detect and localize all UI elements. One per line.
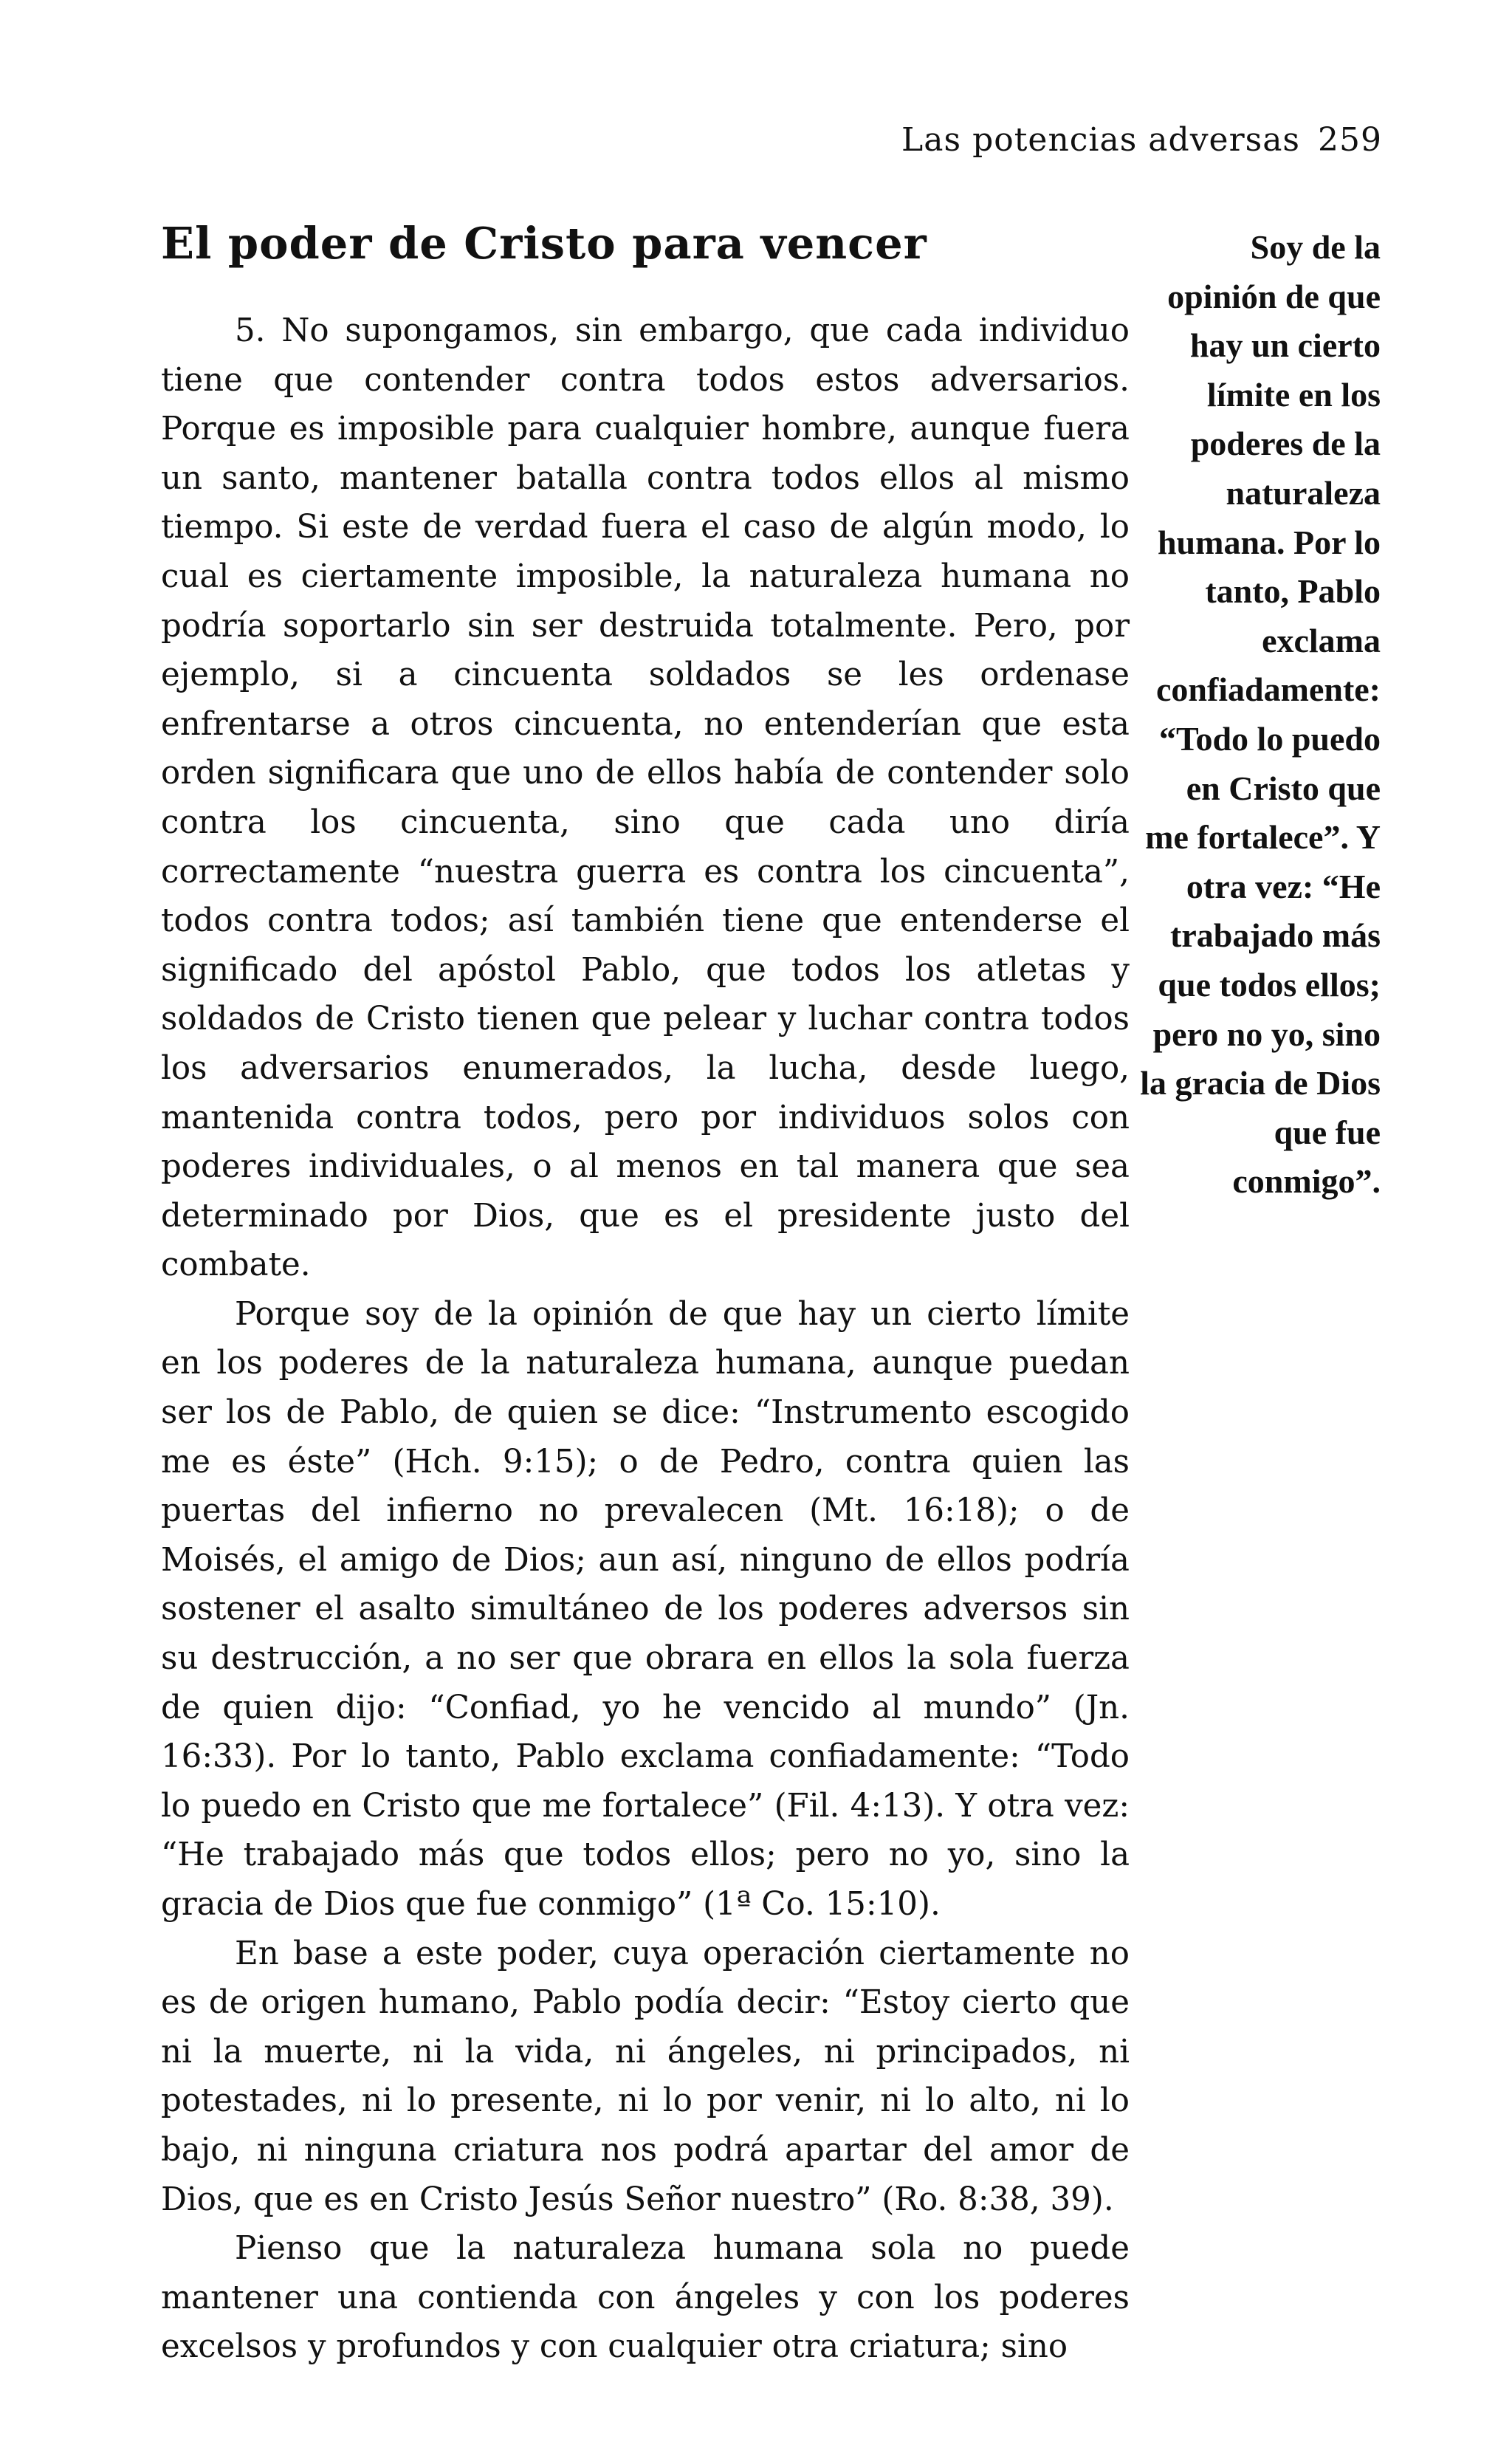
paragraph-2: Porque soy de la opinión de que hay un cierto límite en los poderes de la naturaleza humana, aunque puedan ser los de Pablo, de quien se dice: “Instrumento escogido me es éste” (Hch. 9:15); o de Pedro, contra quien las puertas del infierno no prevalecen (Mt. 16:18); o de Moisés, el amigo de Dios; aun así, ninguno de ellos podría sostener el asalto simultáneo de los poderes adversos sin su destrucción, a no ser que obrara en ellos la sola fuerza de quien dijo: “Confiad, yo he vencido al mundo” (Jn. 16:33). Por lo tanto, Pablo exclama confiadamente: “Todo lo puedo en Cristo que me fortalece” (Fil. 4:13). Y otra vez: “He trabajado más que todos ellos; pero no yo, sino la gracia de Dios que fue conmigo” (1ª Co. 15:10). (161, 1295, 1130, 1923)
paragraph-3: En base a este poder, cuya operación ciertamente no es de origen humano, Pablo podía decir: “Estoy cierto que ni la muerte, ni la vida, ni ángeles, ni principados, ni potestades, ni lo presente, ni lo por venir, ni lo alto, ni lo bajo, ni ninguna criatura nos podrá apartar del amor de Dios, que es en Cristo Jesús Señor nuestro” (Ro. 8:38, 39). (161, 1935, 1130, 2218)
running-header (901, 117, 1382, 164)
main-column (161, 210, 1130, 2372)
body-text (161, 306, 1130, 2372)
page-number: 259 (1318, 121, 1382, 159)
running-title: Las potencias adversas (901, 121, 1301, 159)
sidebar-pull-quote: Soy de la opinión de que hay un cierto límite en los poderes de la naturaleza humana. Por lo tanto, Pablo exclama confiadamente: “Todo lo puedo en Cristo que me fortalece”. Y otra vez: “He trabajado más que todos ellos; pero no yo, sino la gracia de Dios que fue conmigo”. (1140, 228, 1381, 1201)
section-heading: El poder de Cristo para vencer (161, 218, 927, 269)
paragraph-4: Pienso que la naturaleza humana sola no puede mantener una contienda con ángeles y con los poderes excelsos y profundos y con cualquier otra criatura; sino (161, 2230, 1130, 2366)
paragraph-1: 5. No supongamos, sin embargo, que cada individuo tiene que contender contra todos estos adversarios. Porque es imposible para cualquier hombre, aunque fuera un santo, mantener batalla contra todos ellos al mismo tiempo. Si este de verdad fuera el caso de algún modo, lo cual es ciertamente imposible, la naturaleza humana no podría soportarlo sin ser destruida totalmente. Pero, por ejemplo, si a cincuenta soldados se les ordenase enfrentarse a otros cincuenta, no entenderían que esta orden significara que uno de ellos había de contender solo contra los cincuenta, sino que cada uno diría correctamente “nuestra guerra es contra los cincuenta”, todos contra todos; así también tiene que entenderse el significado del apóstol Pablo, que todos los atletas y soldados de Cristo tienen que pelear y luchar contra todos los adversarios enumerados, la lucha, desde luego, mantenida contra todos, pero por individuos solos con poderes individuales, o al menos en tal manera que sea determinado por Dios, que es el presidente justo del combate. (161, 312, 1130, 1284)
